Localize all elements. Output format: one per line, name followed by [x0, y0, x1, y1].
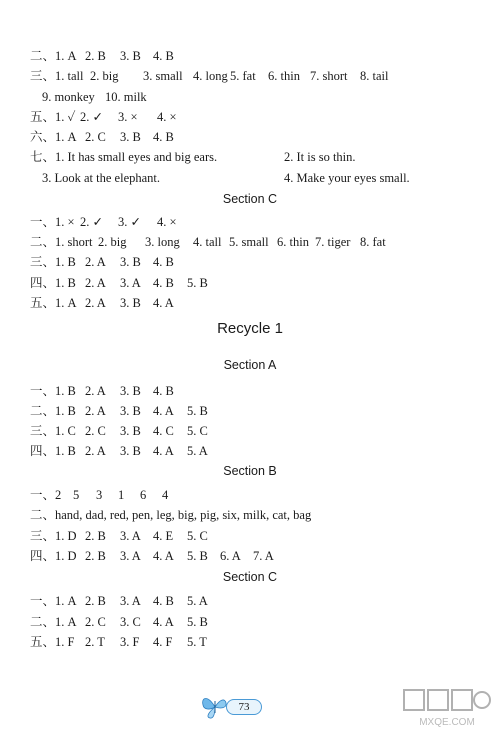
answer-item: 一、2: [30, 488, 62, 502]
answer-item: 4. A: [153, 296, 174, 310]
answer-item: 3. B: [120, 296, 141, 310]
answer-item: 五、1. ✓: [30, 110, 76, 124]
answer-item: 3. long: [145, 235, 180, 249]
answer-item: 三、1. C: [30, 424, 76, 438]
answer-item: 5. A: [187, 444, 208, 458]
watermark: [402, 688, 492, 728]
answer-item: 二、1. B: [30, 404, 76, 418]
answer-item: 五、1. A: [30, 296, 77, 310]
section-heading: Section B: [223, 464, 277, 478]
answer-item: 5. B: [187, 276, 208, 290]
answer-item: 4. A: [153, 404, 174, 418]
answer-item: 二、hand, dad, red, pen, leg, big, pig, six, milk, cat, bag: [30, 508, 312, 522]
answer-item: 5. T: [187, 635, 207, 649]
answer-item: 2. A: [85, 296, 106, 310]
answer-item: 3. C: [120, 615, 141, 629]
answer-item: 5. A: [187, 594, 208, 608]
answer-item: 6: [140, 488, 147, 502]
answer-item: 4. long: [193, 69, 228, 83]
answer-item: 5. B: [187, 404, 208, 418]
section-heading: Section C: [222, 570, 278, 584]
answer-item: 10. milk: [105, 90, 147, 104]
answer-item: 8. tail: [360, 69, 389, 83]
answer-item: 2. big: [90, 69, 119, 83]
answer-item: 3. small: [143, 69, 183, 83]
answer-item: 2. C: [85, 130, 106, 144]
answer-item: 1: [118, 488, 125, 502]
answer-item: 三、1. B: [30, 255, 76, 269]
answer-item: 3. B: [120, 404, 141, 418]
answer-item: 4. F: [153, 635, 173, 649]
answer-item: 4. B: [153, 49, 174, 63]
answer-item: 3. ×: [118, 110, 138, 124]
answer-item: 三、1. tall: [30, 69, 84, 83]
answer-item: 4. B: [153, 384, 174, 398]
answer-item: 3. F: [120, 635, 140, 649]
watermark-text: MXQE.COM: [419, 717, 475, 728]
answer-item: 9. monkey: [42, 90, 95, 104]
answer-item: 7. A: [253, 549, 274, 563]
answer-item: 5. small: [229, 235, 269, 249]
answer-item: 2. B: [85, 49, 106, 63]
answer-item: 2. ✓: [80, 110, 103, 124]
answer-item: 二、1. short: [30, 235, 93, 249]
answer-item: 一、1. ×: [30, 215, 75, 229]
answer-item: 7. short: [310, 69, 348, 83]
answer-item: 四、1. D: [30, 549, 77, 563]
answer-item: 六、1. A: [30, 130, 77, 144]
answer-item: 4. Make your eyes small.: [284, 171, 410, 185]
answer-item: 四、1. B: [30, 276, 76, 290]
answer-item: 3. A: [120, 276, 141, 290]
answer-item: 4. ×: [157, 110, 177, 124]
answer-item: 5. C: [187, 424, 208, 438]
answer-item: 3. B: [120, 424, 141, 438]
answer-item: 5. B: [187, 549, 208, 563]
answer-item: 3. Look at the elephant.: [42, 171, 161, 185]
answer-item: 3. B: [120, 255, 141, 269]
answer-item: 4. ×: [157, 215, 177, 229]
section-heading: Section C: [222, 192, 278, 206]
answer-item: 一、1. A: [30, 594, 77, 608]
answer-item: 6. thin: [268, 69, 300, 83]
answer-item: 2. T: [85, 635, 105, 649]
page-number: 73: [226, 699, 262, 715]
answer-item: 3. ✓: [118, 215, 141, 229]
answer-item: 七、1. It has small eyes and big ears.: [30, 150, 218, 164]
answer-item: 2. big: [98, 235, 127, 249]
answer-item: 3: [96, 488, 103, 502]
answer-item: 4. C: [153, 424, 174, 438]
answer-item: 7. tiger: [315, 235, 351, 249]
answer-item: 3. A: [120, 549, 141, 563]
answer-item: 2. B: [85, 594, 106, 608]
answer-item: 2. ✓: [80, 215, 103, 229]
answer-item: 2. A: [85, 404, 106, 418]
answer-item: 五、1. F: [30, 635, 75, 649]
answer-item: 2. C: [85, 615, 106, 629]
answer-item: 二、1. A: [30, 615, 77, 629]
answer-item: 6. thin: [277, 235, 309, 249]
answer-item: 2. C: [85, 424, 106, 438]
answer-item: 5: [73, 488, 80, 502]
section-heading: Section A: [223, 358, 277, 372]
answer-item: 4. B: [153, 255, 174, 269]
answer-item: 2. It is so thin.: [284, 150, 356, 164]
answer-item: 4. B: [153, 130, 174, 144]
answer-item: 二、1. A: [30, 49, 77, 63]
answer-item: 5. B: [187, 615, 208, 629]
answer-item: 一、1. B: [30, 384, 76, 398]
answer-item: 三、1. D: [30, 529, 77, 543]
answer-item: 3. A: [120, 529, 141, 543]
unit-title: Recycle 1: [217, 320, 283, 337]
answer-item: 6. A: [220, 549, 241, 563]
watermark-logo-icon: [402, 688, 492, 714]
answer-item: 3. B: [120, 384, 141, 398]
answer-item: 4. tall: [193, 235, 222, 249]
answer-item: 3. B: [120, 130, 141, 144]
answer-item: 4: [162, 488, 169, 502]
answer-item: 2. A: [85, 276, 106, 290]
answer-item: 5. fat: [230, 69, 256, 83]
answer-item: 3. A: [120, 594, 141, 608]
page-footer: [200, 693, 280, 721]
answer-item: 2. A: [85, 384, 106, 398]
answer-item: 2. A: [85, 444, 106, 458]
answer-item: 4. A: [153, 444, 174, 458]
answer-item: 2. B: [85, 549, 106, 563]
answer-item: 四、1. B: [30, 444, 76, 458]
answer-item: 4. A: [153, 615, 174, 629]
answer-item: 3. B: [120, 49, 141, 63]
answer-item: 4. A: [153, 549, 174, 563]
answer-item: 4. B: [153, 594, 174, 608]
answer-item: 4. B: [153, 276, 174, 290]
answer-item: 2. A: [85, 255, 106, 269]
answer-item: 2. B: [85, 529, 106, 543]
answer-item: 5. C: [187, 529, 208, 543]
answer-item: 8. fat: [360, 235, 386, 249]
answer-item: 3. B: [120, 444, 141, 458]
answer-item: 4. E: [153, 529, 174, 543]
